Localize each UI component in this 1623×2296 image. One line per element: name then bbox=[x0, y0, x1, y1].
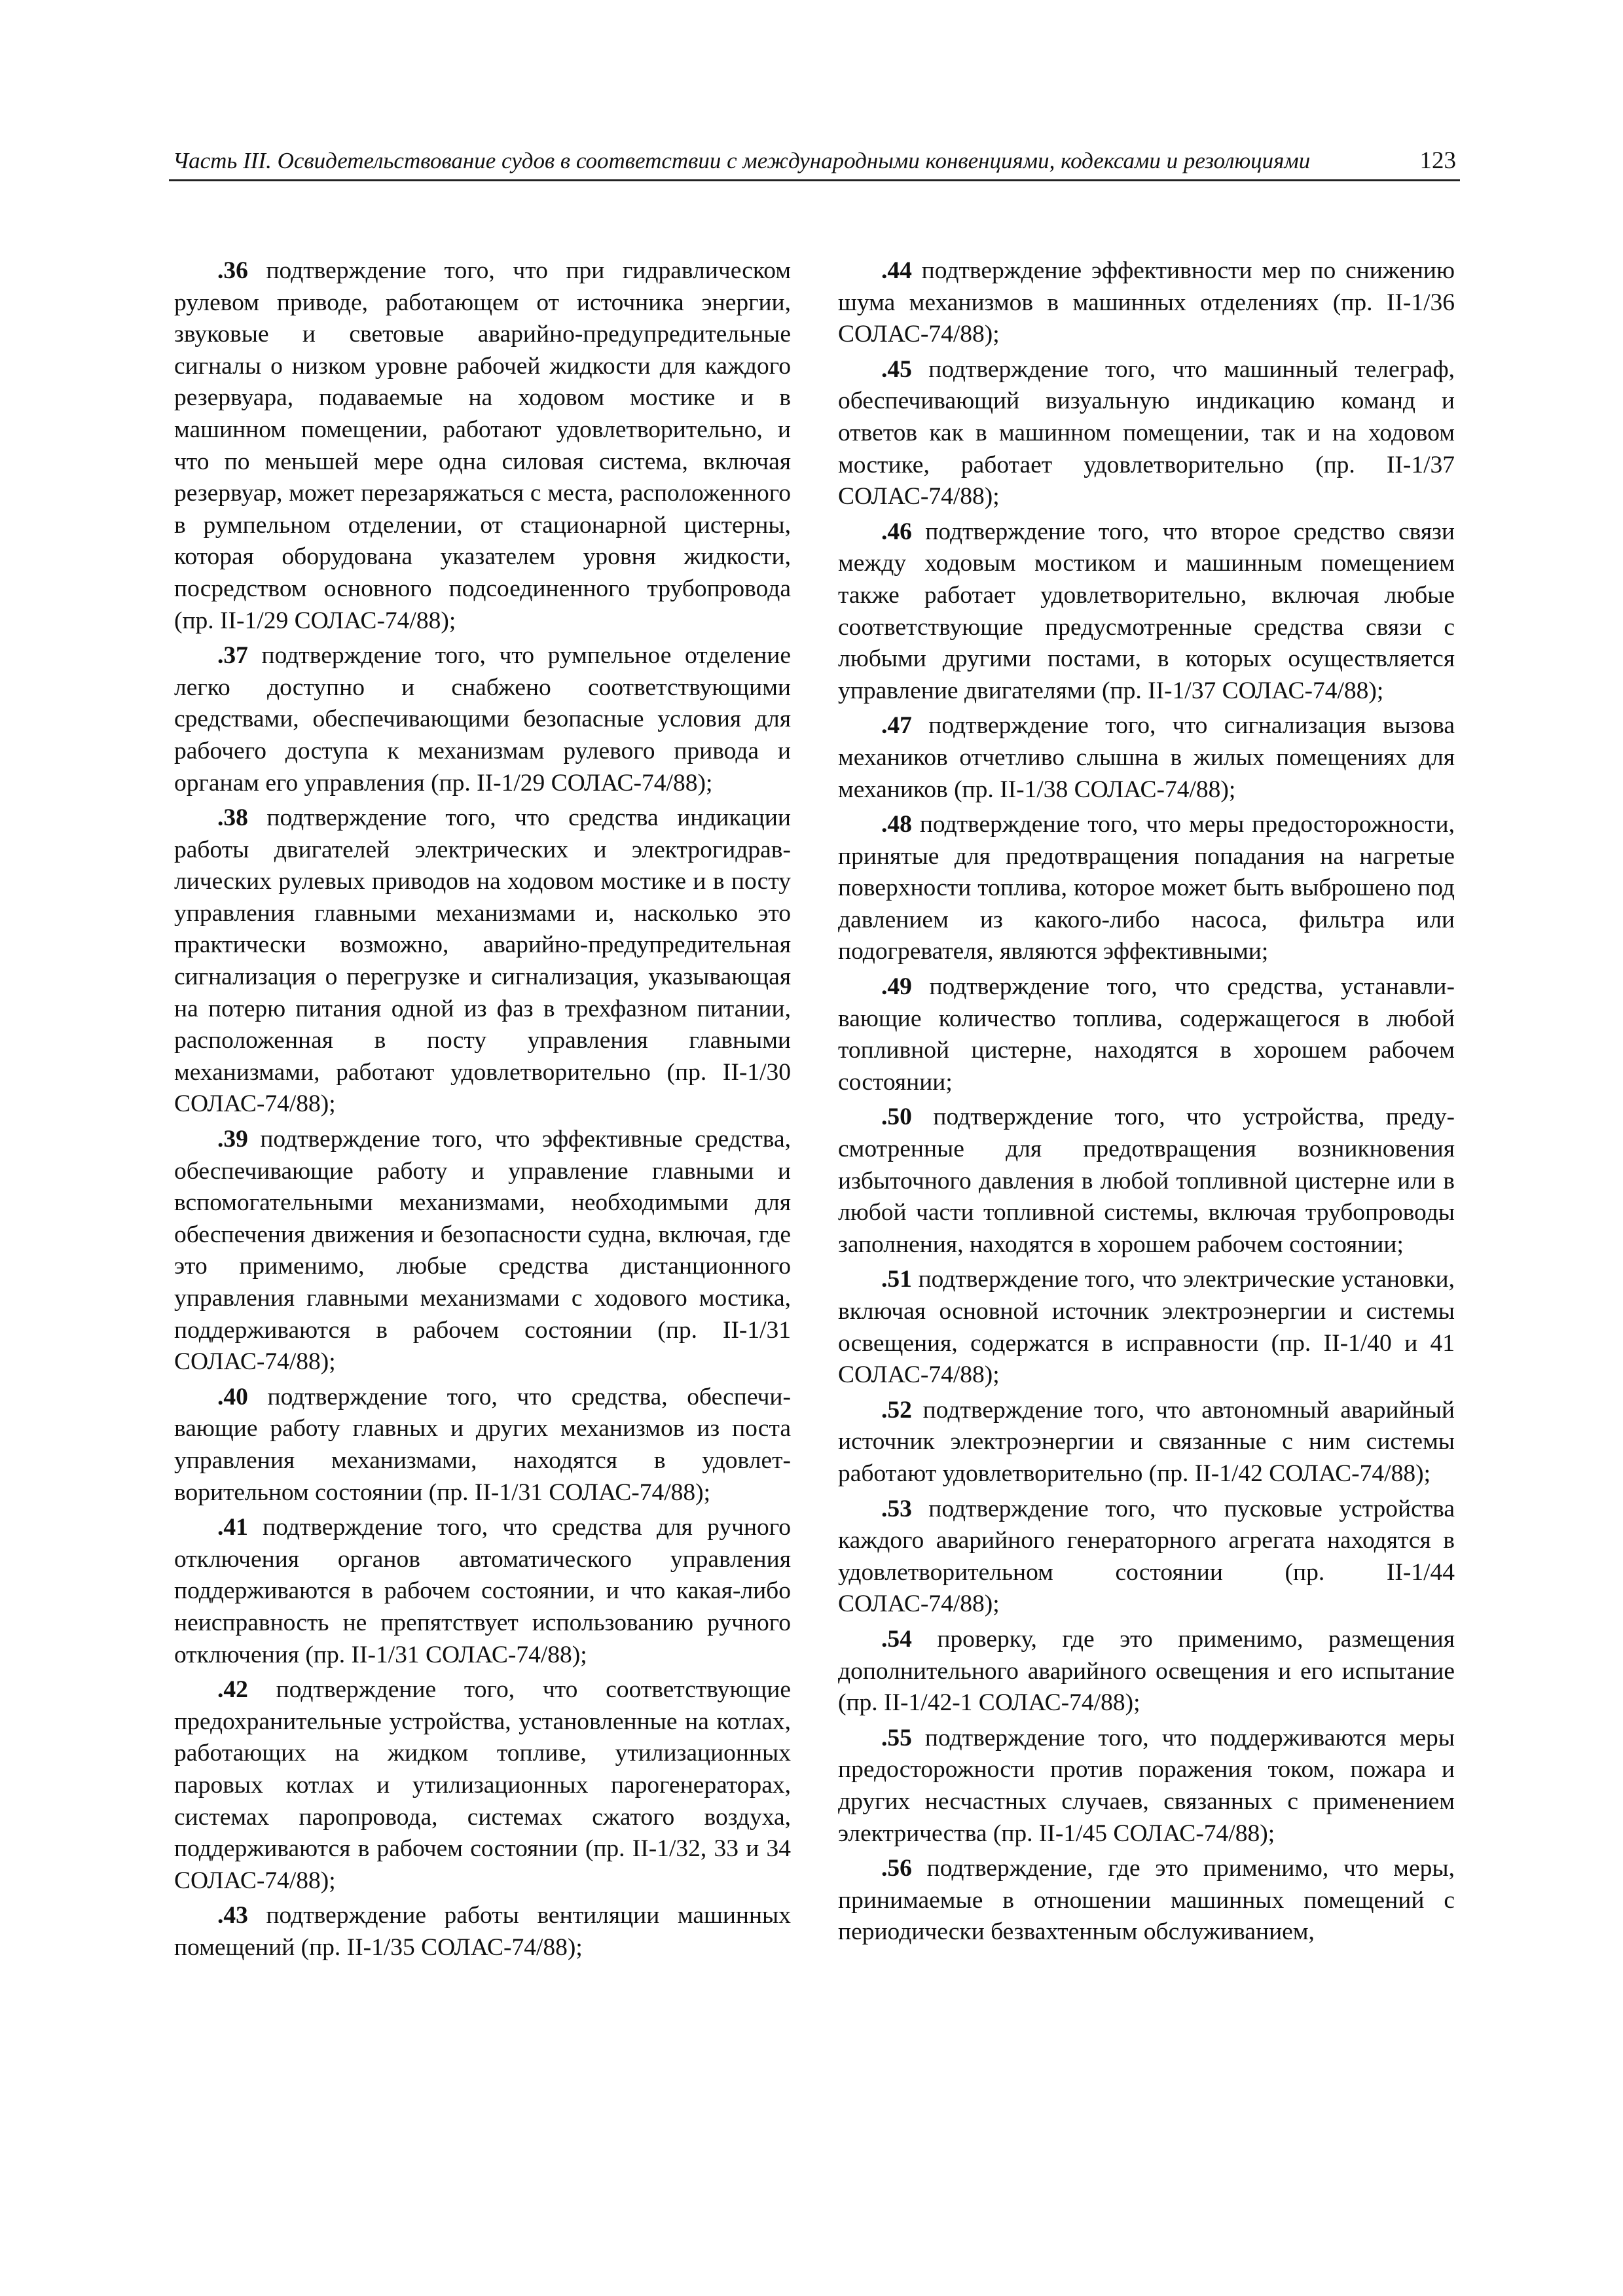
item-number: .42 bbox=[217, 1676, 248, 1704]
item-text: подтверждение того, что при гидравлическом рулевом приводе, работающем от источника энергии, звуковые и световые аварийно-предупредительные сигналы о низком уровне рабочей жидкости для каждого резервуара, подаваемые на ходовом мостике и в машинном помещении, работают удовлетворительно, и что по меньшей мере одна силовая система, включая резервуар, может перезаряжаться с места, расположенного в румпельном отделении, от стационарной цистерны, которая оборудована указателем уровня жидкости, посредством основного подсоединенного трубопровода (пр. II-1/29 СОЛАС-74/88); bbox=[174, 257, 791, 634]
item-number: .43 bbox=[217, 1902, 248, 1929]
header-title: Часть III. Освидетельствование судов в соответствии с международными конвенциями, кодексами и резолюциями bbox=[173, 148, 1311, 173]
item-number: .37 bbox=[217, 642, 248, 670]
item-number: .48 bbox=[881, 811, 912, 838]
item-text: подтверждение того, что эффективные средства, обеспечивающие работу и управление главными и вспомогательными механизмами, необходимыми для обеспечения движения и безопасности судна, включая, где это применимо, любые средства дистанционного управления главными механизмами с ходового мостика, поддерживаются в рабочем состоянии (пр. II-1/31 СОЛАС-74/88); bbox=[174, 1126, 791, 1376]
item-number: .40 bbox=[217, 1383, 248, 1410]
list-item bbox=[838, 354, 1455, 513]
running-header bbox=[169, 145, 1460, 181]
list-item bbox=[838, 1102, 1455, 1261]
list-item bbox=[838, 1395, 1455, 1490]
list-item bbox=[838, 710, 1455, 806]
item-number: .56 bbox=[881, 1855, 912, 1882]
item-number: .51 bbox=[881, 1266, 912, 1293]
list-item bbox=[838, 971, 1455, 1098]
list-item bbox=[174, 1512, 791, 1671]
list-item bbox=[174, 640, 791, 799]
list-item bbox=[174, 255, 791, 637]
item-number: .45 bbox=[881, 355, 912, 383]
item-number: .47 bbox=[881, 712, 912, 740]
item-text: подтверждение того, что электрические установки, включая основной источник электроэнергии и системы освещения, содержатся в исправности (пр. II-1/40 и 41 СОЛАС-74/88); bbox=[838, 1266, 1455, 1389]
right-column bbox=[838, 255, 1455, 1952]
list-item bbox=[838, 809, 1455, 968]
list-item bbox=[838, 255, 1455, 351]
list-item bbox=[838, 1264, 1455, 1391]
item-number: .54 bbox=[881, 1625, 912, 1653]
item-text: подтверждение того, что румпельное отделение легко доступно и снабжено соответствующими средствами, обеспечивающими безопасные условия для рабочего доступа к механизмам рулевого привода и органам его управления (пр. II-1/29 СОЛАС-74/88); bbox=[174, 642, 791, 797]
item-number: .55 bbox=[881, 1724, 912, 1751]
list-item bbox=[838, 516, 1455, 708]
item-text: подтверждение того, что пусковые устройства каждого аварийного генераторного агрегата находятся в удовлетворительном состоянии (пр. II-1/44 СОЛАС-74/88); bbox=[838, 1495, 1455, 1618]
list-item bbox=[838, 1494, 1455, 1621]
item-text: подтверждение того, что средства, устанавливающие количество топлива, содержащегося в любой топливной цистерне, находятся в хорошем рабочем состоянии; bbox=[838, 973, 1455, 1096]
list-item bbox=[174, 1674, 791, 1897]
list-item bbox=[174, 1124, 791, 1378]
item-text: подтверждение того, что сигнализация вызова механиков отчетливо слышна в жилых помещениях для механиков (пр. II-1/38 СОЛАС-74/88); bbox=[838, 712, 1455, 803]
item-text: подтверждение того, что второе средство связи между ходовым мостиком и машинным помещением также работает удовлетворительно, включая любые соответствующие предусмотренные средства связи с любыми другими постами, в которых осуществляется управление двигателями (пр. II-1/37 СОЛАС-74/88); bbox=[838, 518, 1455, 704]
item-number: .46 bbox=[881, 518, 912, 545]
list-item bbox=[174, 1382, 791, 1509]
item-text: подтверждение того, что средства индикации работы двигателей электрических и электрогидравлических рулевых приводов на ходовом мостике и в посту управления главными механизмами и, насколько это практически возможно, аварийно-предупредительная сигнализация о перегрузке и сигнализация, указывающая на потерю питания одной из фаз в трехфазном питании, расположенная в посту управления главными механизмами, работают удовлетворительно (пр. II-1/30 СОЛАС-74/88); bbox=[174, 804, 791, 1118]
item-text: подтверждение того, что поддерживаются меры предосторожности против поражения током, пожара и других несчастных случаев, связанных с применением электричества (пр. II-1/45 СОЛАС-74/88); bbox=[838, 1724, 1455, 1847]
item-text: подтверждение, где это применимо, что меры, принимаемые в отношении машинных помещений с периодически безвахтенным обслуживанием, bbox=[838, 1855, 1455, 1946]
left-column bbox=[174, 255, 791, 1967]
item-number: .39 bbox=[217, 1126, 248, 1153]
item-text: подтверждение того, что средства для ручного отключения органов автоматического управления поддерживаются в рабочем состоянии, и что какая-либо неисправность не препятствует использованию ручного отключения (пр. II-1/31 СОЛАС-74/88); bbox=[174, 1514, 791, 1668]
item-number: .52 bbox=[881, 1396, 912, 1424]
item-number: .36 bbox=[217, 257, 248, 284]
list-item bbox=[174, 802, 791, 1121]
item-text: подтверждение того, что устройства, предусмотренные для предотвращения возникновения избыточного давления в любой топливной цистерне или в любой части топливной системы, включая трубопроводы заполнения, находятся в хорошем рабочем состоянии; bbox=[838, 1103, 1455, 1258]
item-text: подтверждение того, что соответствующие предохранительные устройства, установленные на котлах, работающих на жидком топливе, утилизационных паровых котлах и утилизационных парогенераторах, системах паропровода, системах сжатого воздуха, поддерживаются в рабочем состоянии (пр. II-1/32, 33 и 34 СОЛАС-74/88); bbox=[174, 1676, 791, 1894]
list-item bbox=[838, 1853, 1455, 1948]
item-text: подтверждение того, что машинный телеграф, обеспечивающий визуальную индикацию команд и ответов как в машинном помещении, так и на ходовом мостике, работает удовлетворительно (пр. II-1/37 СОЛАС-74/88); bbox=[838, 355, 1455, 511]
item-number: .38 bbox=[217, 804, 248, 832]
list-item bbox=[838, 1723, 1455, 1850]
item-number: .50 bbox=[881, 1103, 912, 1131]
item-text: проверку, где это применимо, размещения дополнительного аварийного освещения и его испытание (пр. II-1/42-1 СОЛАС-74/88); bbox=[838, 1625, 1455, 1717]
item-number: .53 bbox=[881, 1495, 912, 1522]
item-text: подтверждение того, что автономный аварийный источник электроэнергии и связанные с ним системы работают удовлетворительно (пр. II-1/42 СОЛАС-74/88); bbox=[838, 1396, 1455, 1487]
item-text: подтверждение того, что средства, обеспечивающие работу главных и других механизмов из поста управления механизмами, находятся в удовлетворительном состоянии (пр. II-1/31 СОЛАС-74/88); bbox=[174, 1383, 791, 1506]
list-item bbox=[838, 1624, 1455, 1719]
page-number: 123 bbox=[1419, 147, 1456, 174]
item-text: подтверждение эффективности мер по снижению шума механизмов в машинных отделениях (пр. II-1/36 СОЛАС-74/88); bbox=[838, 257, 1455, 348]
list-item bbox=[174, 1900, 791, 1964]
item-number: .49 bbox=[881, 973, 912, 1001]
item-number: .41 bbox=[217, 1514, 248, 1541]
item-text: подтверждение работы вентиляции машинных помещений (пр. II-1/35 СОЛАС-74/88); bbox=[174, 1902, 791, 1961]
item-number: .44 bbox=[881, 257, 912, 284]
item-text: подтверждение того, что меры предосторожности, принятые для предотвращения попадания на нагретые поверхности топлива, которое может быть выброшено под давлением из какого-либо насоса, фильтра или подогревателя, являются эффективными; bbox=[838, 811, 1455, 965]
